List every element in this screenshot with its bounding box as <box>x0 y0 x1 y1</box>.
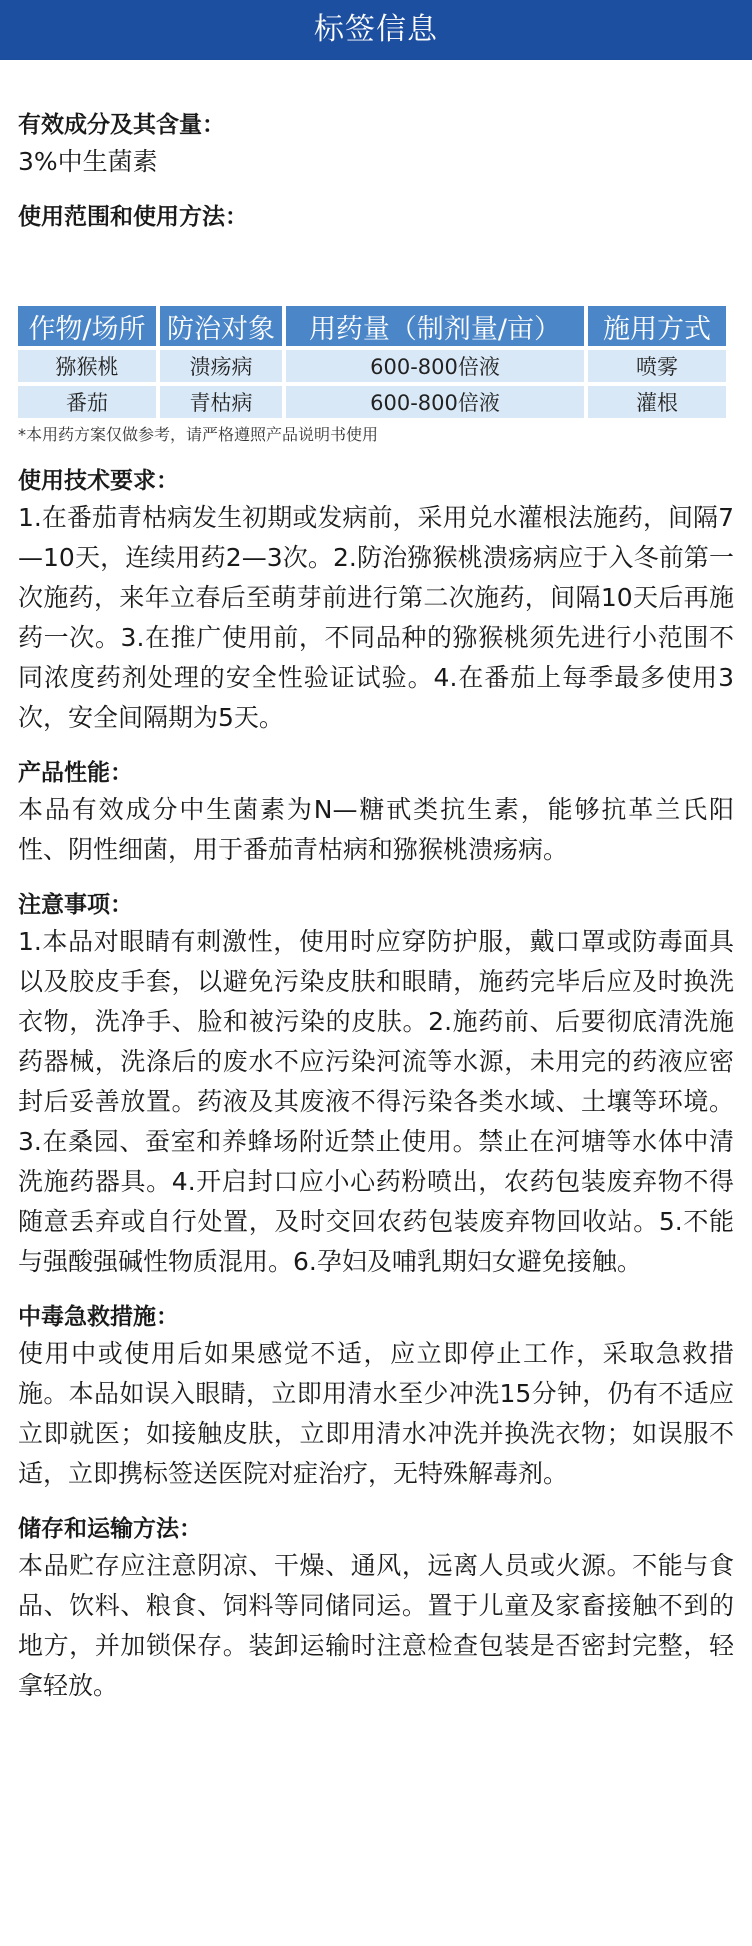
usage-note: *本用药方案仅做参考，请严格遵照产品说明书使用 <box>18 425 379 444</box>
usage-table <box>14 302 730 422</box>
column-header-dosage: 用药量（制剂量/亩） <box>286 306 584 346</box>
performance-title: 产品性能： <box>18 760 133 786</box>
performance-text: 本品有效成分中生菌素为N—糖甙类抗生素，能够抗革兰氏阳性、阴性细菌，用于番茄青枯病和猕猴桃溃疡病。 <box>18 795 734 864</box>
table-cell: 600-800倍液 <box>286 386 584 418</box>
scope-section <box>18 200 734 446</box>
header-title: 标签信息 <box>314 12 438 47</box>
label-content <box>0 108 752 1706</box>
tech-text: 1.在番茄青枯病发生初期或发病前，采用兑水灌根法施药，间隔7—10天，连续用药2—3次。2.防治猕猴桃溃疡病应于入冬前第一次施药，来年立春后至萌芽前进行第二次施药，间隔10天后再施药一次。3.在推广使用前，不同品种的猕猴桃须先进行小范围不同浓度药剂处理的安全性验证试验。4.在番茄上每季最多使用3次，安全间隔期为5天。 <box>18 503 734 732</box>
page-header <box>0 0 752 60</box>
firstaid-text: 使用中或使用后如果感觉不适，应立即停止工作，采取急救措施。本品如误入眼睛，立即用清水至少冲洗15分钟，仍有不适应立即就医；如接触皮肤，立即用清水冲洗并换洗衣物；如误服不适，立即携标签送医院对症治疗，无特殊解毒剂。 <box>18 1339 734 1488</box>
table-row <box>18 386 726 418</box>
table-cell: 喷雾 <box>588 350 726 382</box>
firstaid-title: 中毒急救措施： <box>18 1304 179 1330</box>
precautions-section <box>18 888 734 1282</box>
table-row <box>18 350 726 382</box>
storage-title: 储存和运输方法： <box>18 1516 202 1542</box>
ingredients-section <box>18 108 734 182</box>
ingredients-title: 有效成分及其含量： <box>18 112 225 138</box>
table-cell: 青枯病 <box>160 386 282 418</box>
ingredients-text: 3%中生菌素 <box>18 147 158 176</box>
table-cell: 600-800倍液 <box>286 350 584 382</box>
firstaid-section <box>18 1300 734 1494</box>
table-cell: 溃疡病 <box>160 350 282 382</box>
precautions-title: 注意事项： <box>18 892 133 918</box>
precautions-text: 1.本品对眼睛有刺激性，使用时应穿防护服，戴口罩或防毒面具以及胶皮手套，以避免污染皮肤和眼睛，施药完毕后应及时换洗衣物，洗净手、脸和被污染的皮肤。2.施药前、后要彻底清洗施药器械，洗涤后的废水不应污染河流等水源，未用完的药液应密封后妥善放置。药液及其废液不得污染各类水域、土壤等环境。3.在桑园、蚕室和养蜂场附近禁止使用。禁止在河塘等水体中清洗施药器具。4.开启封口应小心药粉喷出，农药包装废弃物不得随意丢弃或自行处置，及时交回农药包装废弃物回收站。5.不能与强酸强碱性物质混用。6.孕妇及哺乳期妇女避免接触。 <box>18 927 734 1276</box>
column-header-crop: 作物/场所 <box>18 306 156 346</box>
table-cell: 番茄 <box>18 386 156 418</box>
table-cell: 猕猴桃 <box>18 350 156 382</box>
table-cell: 灌根 <box>588 386 726 418</box>
column-header-method: 施用方式 <box>588 306 726 346</box>
storage-text: 本品贮存应注意阴凉、干燥、通风，远离人员或火源。不能与食品、饮料、粮食、饲料等同储同运。置于儿童及家畜接触不到的地方，并加锁保存。装卸运输时注意检查包装是否密封完整，轻拿轻放。 <box>18 1551 734 1700</box>
tech-title: 使用技术要求： <box>18 468 179 494</box>
table-header-row <box>18 306 726 346</box>
performance-section <box>18 756 734 870</box>
scope-title: 使用范围和使用方法： <box>18 204 248 230</box>
column-header-target: 防治对象 <box>160 306 282 346</box>
storage-section <box>18 1512 734 1706</box>
tech-section <box>18 464 734 738</box>
